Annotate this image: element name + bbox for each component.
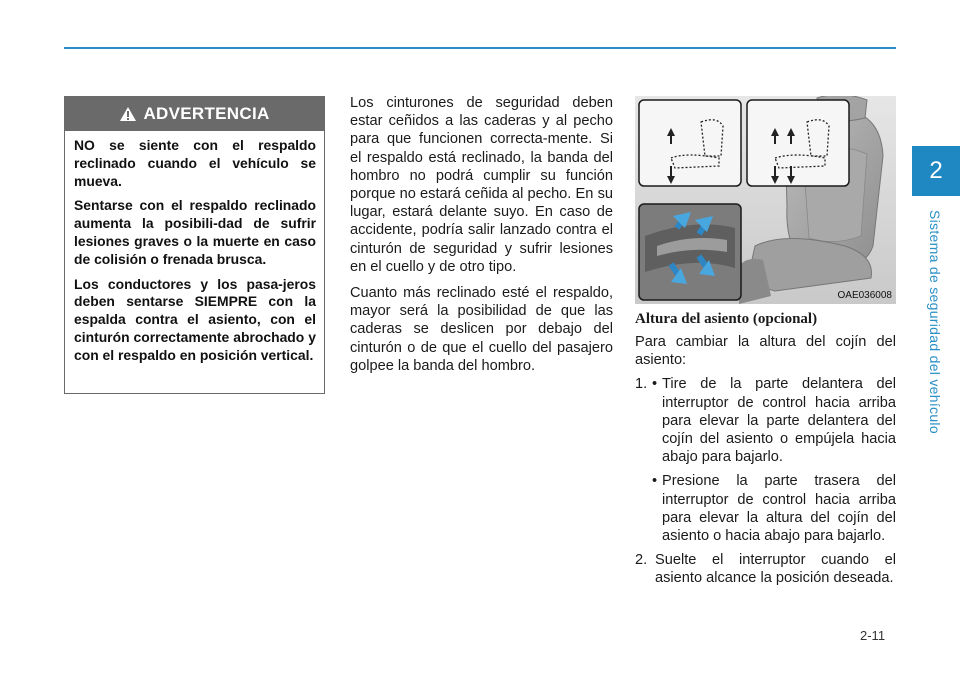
- warning-triangle-icon: [119, 106, 137, 122]
- warning-paragraph: NO se siente con el respaldo reclinado cuando el vehículo se mueva.: [74, 137, 316, 189]
- step-number: 2.: [635, 552, 648, 569]
- warning-body: [65, 131, 324, 365]
- figure-code: OAE036008: [837, 290, 892, 301]
- chapter-number-tab: 2: [912, 146, 960, 196]
- warning-title: ADVERTENCIA: [143, 104, 270, 123]
- right-column: [635, 310, 896, 588]
- chapter-title: Sistema de seguridad del vehículo: [927, 210, 943, 434]
- bullet: •: [652, 473, 658, 490]
- step-number: 1.: [635, 376, 648, 393]
- step-text: Presione la parte trasera del interruptor de control hacia arriba para elevar la altura del cojín del asiento o hacia abajo para bajarlo.: [662, 473, 896, 545]
- page-number: 2-11: [860, 628, 886, 643]
- step-1-bullet-2: [635, 472, 896, 545]
- intro-paragraph: Para cambiar la altura del cojín del asiento:: [635, 334, 896, 369]
- warning-paragraph: Los conductores y los pasa-jeros deben sentarse SIEMPRE con la espalda contra el asiento, con el cinturón correctamente abrochado y con el respaldo en posición vertical.: [74, 275, 316, 363]
- warning-box: [64, 96, 325, 394]
- step-text: Suelte el interruptor cuando el asiento alcance la posición deseada.: [655, 552, 896, 587]
- warning-paragraph: Sentarse con el respaldo reclinado aumenta la posibili-dad de sufrir lesiones graves o la muerte en caso de colisión o frenada brusca.: [74, 197, 316, 267]
- seat-illustration-graphic: [635, 96, 896, 304]
- section-heading: Altura del asiento (opcional): [635, 311, 818, 327]
- middle-column: [350, 94, 613, 383]
- header-rule: [64, 47, 896, 49]
- step-text: Tire de la parte delantera del interruptor de control hacia arriba para elevar la parte delantera del cojín del asiento o empújela hacia abajo para bajarlo.: [662, 376, 896, 466]
- body-paragraph: Cuanto más reclinado esté el respaldo, mayor será la posibilidad de que las caderas se deslicen por debajo del cinturón o de que el cuello del pasajero golpee la banda del hombro.: [350, 285, 613, 374]
- step-1: [635, 375, 896, 466]
- step-2: [635, 551, 896, 587]
- bullet: •: [652, 376, 658, 393]
- warning-header: [65, 97, 324, 131]
- seat-height-illustration: [635, 96, 896, 304]
- body-paragraph: Los cinturones de seguridad deben estar ceñidos a las caderas y al pecho para que funcionen correcta-mente. Si el respaldo está reclinado, la banda del hombro no podrá cumplir su función porque no estará ceñida al pecho. En su lugar, estará delante suyo. En caso de accidente, podría salir lanzado contra el cinturón de seguridad y sufrir lesiones en el cuello y de otro tipo.: [350, 95, 613, 275]
